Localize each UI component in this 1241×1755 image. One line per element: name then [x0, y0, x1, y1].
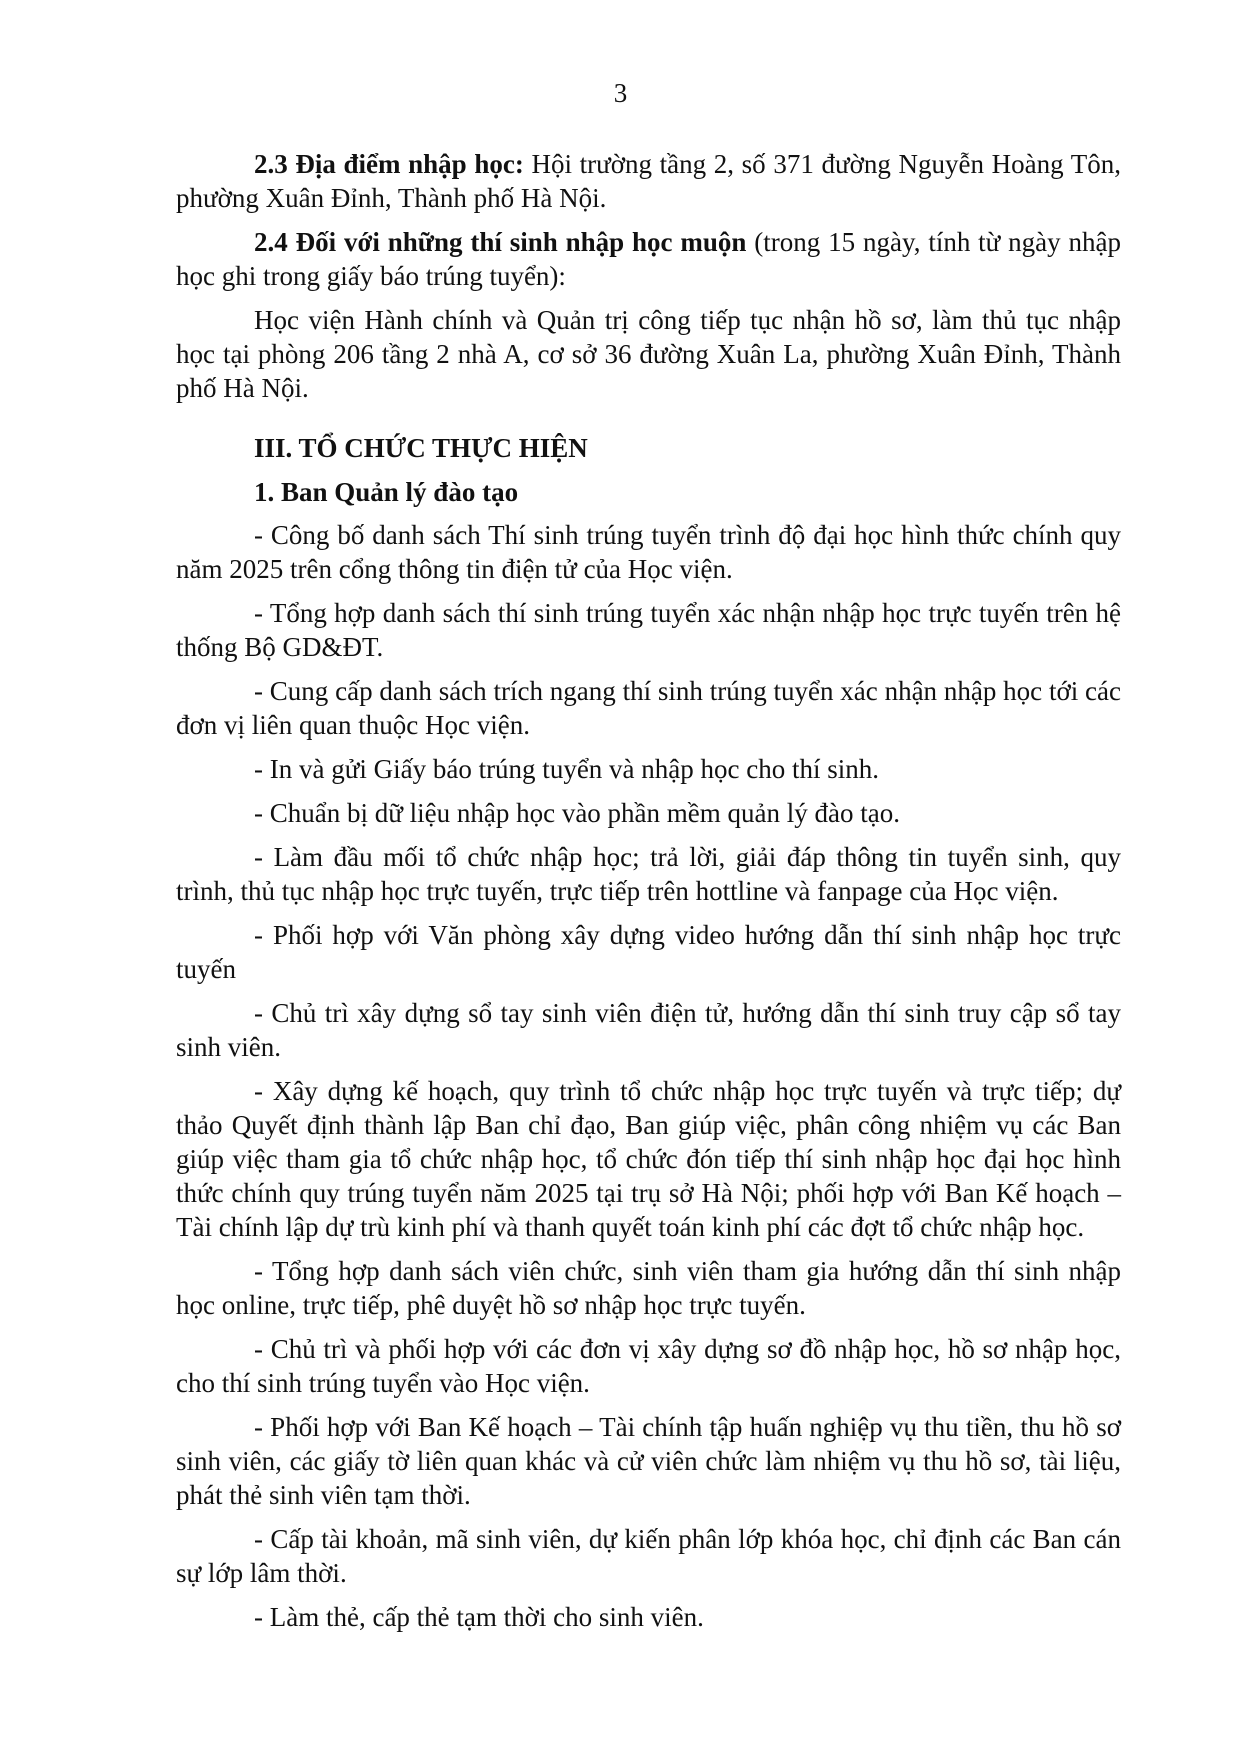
list-item: - In và gửi Giấy báo trúng tuyển và nhập học cho thí sinh. [254, 754, 879, 784]
section-2-3-label: 2.3 Địa điểm nhập học: [254, 149, 524, 179]
section-2-4-label: 2.4 Đối với những thí sinh nhập học muộn [254, 227, 747, 257]
page-number: 3 [613, 78, 628, 108]
section-3-1-heading: 1. Ban Quản lý đào tạo [254, 477, 519, 507]
list-item: - Làm đầu mối tổ chức nhập học; trả lời, giải đáp thông tin tuyển sinh, quy trình, thủ tục nhập học trực tuyến, trực tiếp trên hottline và fanpage của Học viện. [176, 842, 1121, 906]
section-2-4-text: (trong 15 ngày, tính từ ngày nhập học ghi trong giấy báo trúng tuyển): [176, 227, 1122, 291]
section-2-4-paragraph [176, 225, 1121, 293]
list-item: - Tổng hợp danh sách thí sinh trúng tuyển xác nhận nhập học trực tuyến trên hệ thống Bộ GD&ĐT. [176, 598, 1121, 662]
list-item: - Tổng hợp danh sách viên chức, sinh viên tham gia hướng dẫn thí sinh nhập học online, trực tiếp, phê duyệt hồ sơ nhập học trực tuyến. [176, 1256, 1121, 1320]
section-2-3-text: Hội trường tầng 2, số 371 đường Nguyễn Hoàng Tôn, phường Xuân Đỉnh, Thành phố Hà Nội. [176, 149, 1121, 213]
section-2-3-paragraph [176, 147, 1121, 215]
list-item: - Chuẩn bị dữ liệu nhập học vào phần mềm quản lý đào tạo. [254, 798, 900, 828]
document-body [176, 147, 1121, 1644]
section-3-heading: III. TỔ CHỨC THỰC HIỆN [254, 433, 588, 463]
list-item: - Làm thẻ, cấp thẻ tạm thời cho sinh viên. [254, 1602, 704, 1632]
list-item: - Phối hợp với Văn phòng xây dựng video hướng dẫn thí sinh nhập học trực tuyến [176, 920, 1121, 984]
list-item: - Phối hợp với Ban Kế hoạch – Tài chính tập huấn nghiệp vụ thu tiền, thu hồ sơ sinh viên, các giấy tờ liên quan khác và cử viên chức làm nhiệm vụ thu hồ sơ, tài liệu, phát thẻ sinh viên tạm thời. [176, 1412, 1121, 1510]
list-item: - Công bố danh sách Thí sinh trúng tuyển trình độ đại học hình thức chính quy năm 2025 trên cổng thông tin điện tử của Học viện. [176, 520, 1121, 584]
list-item: - Xây dựng kế hoạch, quy trình tổ chức nhập học trực tuyến và trực tiếp; dự thảo Quyết định thành lập Ban chỉ đạo, Ban giúp việc, phân công nhiệm vụ các Ban giúp việc tham gia tổ chức nhập học, tổ chức đón tiếp thí sinh nhập học đại học hình thức chính quy trúng tuyển năm 2025 tại trụ sở Hà Nội; phối hợp với Ban Kế hoạch – Tài chính lập dự trù kinh phí và thanh quyết toán kinh phí các đợt tổ chức nhập học. [176, 1076, 1121, 1242]
section-2-4-detail: Học viện Hành chính và Quản trị công tiếp tục nhận hồ sơ, làm thủ tục nhập học tại phòng 206 tầng 2 nhà A, cơ sở 36 đường Xuân La, phường Xuân Đỉnh, Thành phố Hà Nội. [176, 305, 1121, 403]
list-item: - Cấp tài khoản, mã sinh viên, dự kiến phân lớp khóa học, chỉ định các Ban cán sự lớp lâm thời. [176, 1524, 1121, 1588]
list-item: - Chủ trì xây dựng sổ tay sinh viên điện tử, hướng dẫn thí sinh truy cập sổ tay sinh viên. [176, 998, 1121, 1062]
list-item: - Cung cấp danh sách trích ngang thí sinh trúng tuyển xác nhận nhập học tới các đơn vị liên quan thuộc Học viện. [176, 676, 1121, 740]
list-item: - Chủ trì và phối hợp với các đơn vị xây dựng sơ đồ nhập học, hồ sơ nhập học, cho thí sinh trúng tuyển vào Học viện. [176, 1334, 1121, 1398]
